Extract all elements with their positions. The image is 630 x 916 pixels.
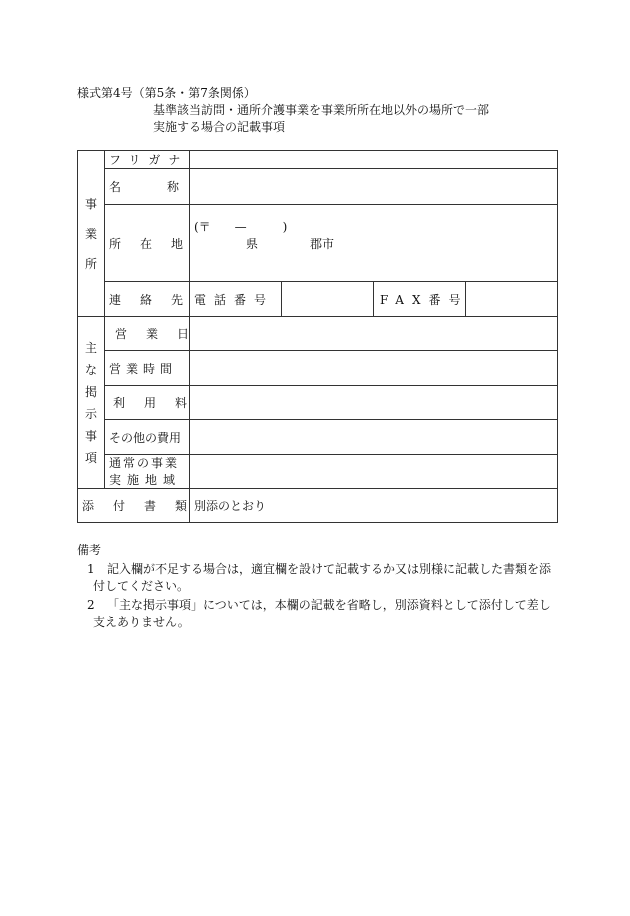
note-text-line2: 支えありません。 — [93, 615, 190, 629]
service-area-input[interactable] — [190, 455, 558, 489]
name-label-cell — [105, 169, 226, 205]
business-days-label: 営業日 — [115, 327, 209, 341]
fees-label: 利用料 — [113, 396, 207, 410]
phone-label: 電話番号 — [194, 292, 275, 307]
name-row — [78, 169, 558, 205]
main-items-section-header — [78, 317, 105, 489]
location-input[interactable] — [190, 205, 558, 282]
service-area-label-line1: 通常の事業 — [109, 456, 180, 471]
business-days-label-cell — [105, 317, 209, 351]
business-days-row — [78, 317, 558, 351]
business-days-input[interactable] — [190, 317, 558, 351]
form-title-line2: 実施する場合の記載事項 — [153, 120, 286, 134]
service-area-row — [78, 455, 558, 489]
other-costs-label-cell — [105, 420, 190, 455]
furigana-input[interactable] — [190, 151, 558, 169]
name-label: 名称 — [109, 180, 226, 194]
note-text-line1: 「主な掲示事項」については，本欄の記載を省略し，別添資料として添付して差し — [107, 598, 551, 612]
other-costs-input[interactable] — [190, 420, 558, 455]
location-label-cell — [105, 205, 203, 282]
form-number: 様式第4号（第5条・第7条関係） — [77, 86, 256, 100]
furigana-label-cell — [105, 151, 190, 169]
fees-row — [78, 386, 558, 420]
service-area-label-cell — [105, 455, 190, 489]
attachments-row — [78, 489, 558, 523]
note-number: 1 — [87, 562, 95, 576]
note-text-line2: 付してください。 — [93, 579, 190, 593]
note-number: 2 — [87, 598, 95, 612]
location-label: 所在地 — [109, 236, 203, 251]
business-section-header — [78, 151, 105, 317]
fax-label: FAX番号 — [380, 292, 469, 307]
other-costs-row — [78, 420, 558, 455]
business-hours-input[interactable] — [190, 351, 558, 386]
note-item — [87, 561, 557, 595]
city-text: 郡市 — [310, 237, 335, 251]
contact-label: 連絡先 — [109, 292, 203, 307]
fees-input[interactable] — [190, 386, 558, 420]
other-costs-label: その他の費用 — [109, 430, 182, 445]
service-area-label-line2: 実施地域 — [109, 472, 182, 487]
furigana-label: フリガナ — [109, 153, 189, 167]
fax-label-cell — [374, 282, 469, 317]
fax-input[interactable] — [466, 282, 558, 317]
main-items-section-label: 主な掲示事項 — [84, 340, 97, 465]
note-text-line1: 記入欄が不足する場合は，適宜欄を設けて記載するか又は別様に記載した書類を添 — [107, 562, 552, 576]
location-row — [78, 205, 558, 282]
attachments-label: 添付書類 — [82, 499, 207, 513]
fees-label-cell — [105, 386, 207, 420]
phone-input[interactable] — [282, 282, 374, 317]
postal-code-text: (〒 — ) — [194, 220, 288, 234]
business-hours-label-cell — [105, 351, 190, 386]
business-hours-label: 営業時間 — [109, 361, 178, 376]
note-item — [87, 597, 557, 631]
attachments-label-cell — [78, 489, 207, 523]
attachments-value: 別添のとおり — [190, 489, 558, 523]
notes-title: 備考 — [77, 543, 102, 557]
business-section-label: 事業所 — [84, 196, 97, 271]
contact-label-cell — [105, 282, 203, 317]
contact-row — [78, 282, 558, 317]
name-input[interactable] — [190, 169, 558, 205]
registration-form-table — [77, 150, 558, 523]
phone-label-cell — [190, 282, 282, 317]
furigana-row — [78, 151, 558, 169]
form-title-line1: 基準該当訪問・通所介護事業を事業所所在地以外の場所で一部 — [153, 103, 490, 117]
prefecture-text: 県 — [246, 237, 259, 251]
business-hours-row — [78, 351, 558, 386]
